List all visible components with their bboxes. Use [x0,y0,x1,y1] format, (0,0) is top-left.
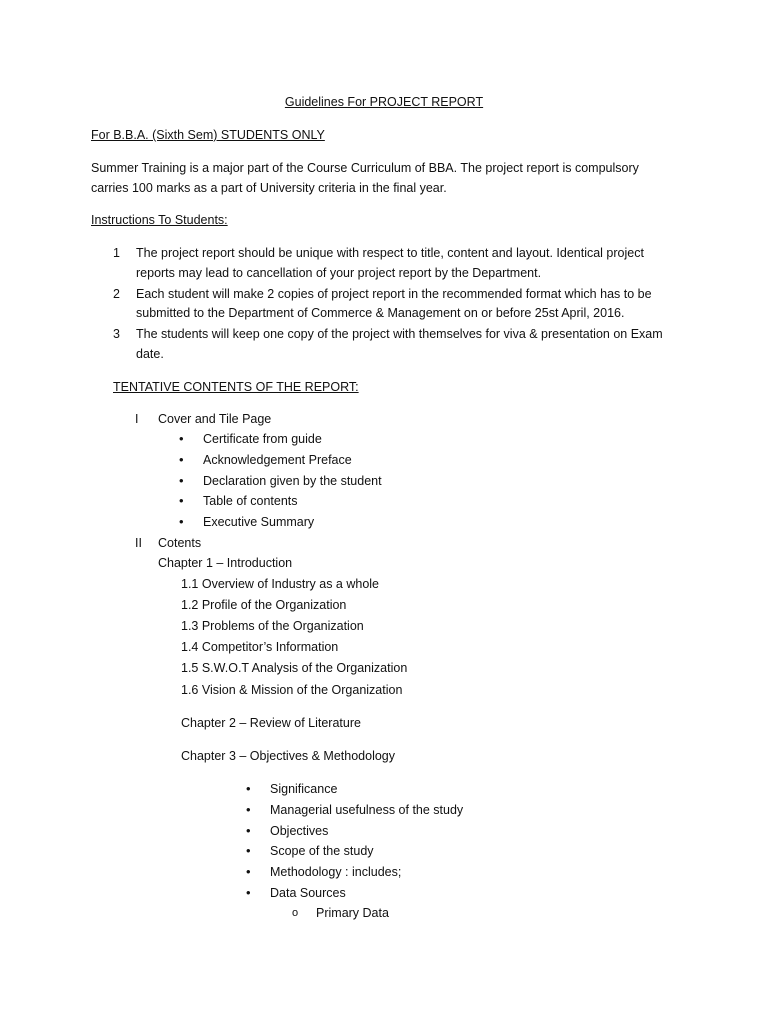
sub-list-item: Primary Data [316,906,389,920]
chapter-heading: Chapter 2 – Review of Literature [181,716,361,730]
bullet-icon: • [246,802,251,817]
list-item: Data Sources [270,886,346,900]
list-item: Significance [270,782,338,796]
chapter-item: 1.1 Overview of Industry as a whole [181,577,380,591]
instruction-line: date. [136,347,164,361]
contents-heading: TENTATIVE CONTENTS OF THE REPORT: [113,380,359,394]
intro-line-1: Summer Training is a major part of the Course Curriculum of BBA. The project report is compulsory [91,161,639,175]
list-item: Table of contents [203,494,298,508]
page-title: Guidelines For PROJECT REPORT [284,95,484,109]
chapter-item: 1.4 Competitor’s Information [181,640,339,654]
bullet-icon: • [179,473,184,488]
instruction-line: Each student will make 2 copies of project report in the recommended format which has to be [136,287,652,301]
bullet-icon: • [179,493,184,508]
chapter-heading: Chapter 1 – Introduction [158,556,293,570]
instruction-line: reports may lead to cancellation of your project report by the Department. [136,266,542,280]
instruction-line: submitted to the Department of Commerce & Management on or before 25st April, 2016. [136,306,625,320]
list-item: Scope of the study [270,844,374,858]
circle-bullet-icon: o [292,907,299,919]
chapter-item: 1.6 Vision & Mission of the Organization [181,683,403,697]
chapter-item: 1.2 Profile of the Organization [181,598,347,612]
bullet-icon: • [246,885,251,900]
bullet-icon: • [246,781,251,796]
list-item: Managerial usefulness of the study [270,803,464,817]
chapter-heading: Chapter 3 – Objectives & Methodology [181,749,396,763]
instruction-line: The project report should be unique with respect to title, content and layout. Identical project [136,246,644,260]
chapter-item: 1.5 S.W.O.T Analysis of the Organization [181,661,408,675]
bullet-icon: • [179,514,184,529]
instruction-number: 3 [113,327,120,341]
bullet-icon: • [179,452,184,467]
audience-heading: For B.B.A. (Sixth Sem) STUDENTS ONLY [91,128,325,142]
bullet-icon: • [246,843,251,858]
list-item: Declaration given by the student [203,474,382,488]
bullet-icon: • [179,431,184,446]
section-numeral: II [135,536,142,550]
instruction-number: 2 [113,287,120,301]
chapter-item: 1.3 Problems of the Organization [181,619,364,633]
list-item: Objectives [270,824,329,838]
list-item: Certificate from guide [203,432,322,446]
section-label: Cotents [158,536,202,550]
section-label: Cover and Tile Page [158,412,272,426]
list-item: Acknowledgement Preface [203,453,352,467]
section-numeral: I [135,412,139,426]
instruction-number: 1 [113,246,120,260]
bullet-icon: • [246,823,251,838]
intro-line-2: carries 100 marks as a part of University criteria in the final year. [91,181,447,195]
list-item: Executive Summary [203,515,315,529]
instruction-line: The students will keep one copy of the project with themselves for viva & presentation on Exam [136,327,663,341]
bullet-icon: • [246,864,251,879]
list-item: Methodology : includes; [270,865,402,879]
instructions-heading: Instructions To Students: [91,213,228,227]
